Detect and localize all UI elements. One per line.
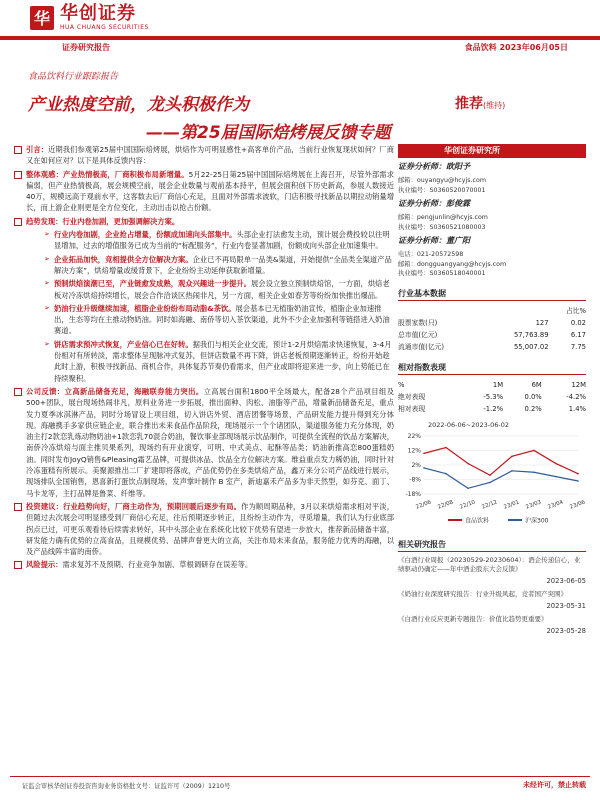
data-point (445, 472, 447, 474)
trend-item (14, 278, 394, 301)
report-date: 食品饮料 2023年06月05日 (464, 43, 568, 52)
trend-item-lead: 企业拓品加快，竞相提供全方位解决方案。 (54, 254, 193, 264)
analyst-phone: 电话：021-20572598 (398, 251, 464, 258)
invest-lead: 投资建议：行业趋势向好，厂商主动作为，预期回暖后逐步有局。 (26, 501, 242, 511)
relative-performance-chart (398, 419, 586, 530)
report-type: 证券研究报告 (62, 43, 110, 52)
logo-name-cn: 华创证券 (60, 3, 136, 24)
analyst-card (398, 162, 586, 195)
report-series: 食品饮料行业跟踪报告 (28, 72, 119, 82)
related-report[interactable]: 《白酒行业反应更新专题报告：价值比趋势更重要》 (398, 614, 548, 623)
overall-paragraph (14, 169, 394, 214)
company-text: 立高展台面积1800平全场最大，配备28个产品项目组及500+团队，展台现场热闹非凡，原料业务进一步拓展，推出面种、肉松、油脂等产品，增量新品储备充足，重点发力夏季冰淇淋产品，同时分场冒设上项目组，切入饼店外贸、酒店团餐等场景，产品研发能力提升得到充分体现。海融携手多家供应链企业，联合推出未来食品作品阶段，现场展示一个个诸团队，渠道服务能力充分体现，奶油主打2款恋乳炼动物奶油+1款恋乳70混合奶油，餐饮事业部现场展示饮品制作，可提供全流程的饮品方案解决，南侨冷冻烘焙与面主推贝果系列，现场约有开业演穿，可明、中式美点、起酥等品类；奶油新推高恋800蛋糕奶油。同时发布JoyQ销售&Pleasing霜艺品牌，可提供冰品、饮品全方位解决方案。维益重点发力稀奶油，同时针对冷冻蛋糕有所展示。美聚源推出二厂扩建即将落成，产品优势仍在多类烘焙产品，鑫万来分公司产品线进行展示，现场排队全国销售，恩喜新打蛋饮点制现场，发声掌叶制作 B 室产，新迪嘉禾产品多为非天然型，如芬克、面丁、马卡龙等，主打品牌是鲁菜、纤维等。 (26, 386, 394, 498)
sidebar (398, 144, 586, 640)
related-report[interactable]: 《奶油行业深度研究报告：行业升级风起，竞者国产突围》 (398, 589, 567, 598)
trend-item-text: 展会基本已无植脂奶油宣传，植脂企业加速推出，生态等均在主推动物奶油。同时如海融、南侨等切入茶饮渠道，此外不少企业加强利等链搭进入奶油赛道。 (54, 303, 390, 336)
header-divider (0, 36, 600, 40)
logo-name-en: HUA CHUANG SECURITIES (60, 24, 149, 31)
analyst-email[interactable]: 邮箱：pengjunlin@hcyjs.com (398, 214, 488, 221)
company-logo (30, 4, 149, 31)
table-row: 总市值(亿元) 57,763.89 6.17 (398, 330, 586, 339)
y-tick-label: 2% (411, 461, 421, 469)
trend-item-text: 据我们与相关企业交流，预计1-2月烘焙需求快速恢复，3-4月份相对有所转淡，需求整体呈现脉冲式复苏，但饼店数量不再下降，饼店老板预期逐渐转正，纷纷开始趁此时上游，积极寻找新品、商机合作，具体复苏节奏仍看需求，但产业或即将迎来进一步，向上势能已在持续聚积。 (54, 339, 392, 383)
intro-paragraph (14, 144, 394, 167)
footer-text: 证监会审核华创证券投资咨询业务资格批文号：证监许可（2009）1210号 (22, 783, 231, 790)
table-row: 相对表现 -1.2% 0.2% 1.4% (398, 404, 586, 413)
company-paragraph (14, 386, 394, 499)
x-tick-label: 23/04 (547, 499, 565, 511)
trend-item-text: 企业已不再局限单一品类&渠道，开始提供“全品类全渠道产品解决方案”，烘焙增量或缓背景下，企业纷纷主动延伸获取新增量。 (54, 254, 392, 275)
logo-text (60, 4, 149, 31)
table-header-row: 占比% (565, 306, 586, 315)
analyst-name: 证券分析师：董广阳 (398, 236, 470, 245)
main-content (14, 144, 394, 573)
report-date: 2023-05-28 (546, 626, 586, 635)
report-date: 2023-05-31 (546, 601, 586, 610)
intro-text: 近期我们参观第25届中国国际焙烤展，烘焙作为可明显感性+高客单价产品，当前行业恢复现状如何？厂商又在如何应对？以下是具体反馈内容： (26, 145, 395, 166)
data-point (511, 455, 513, 457)
analyst-email[interactable]: 邮箱：dongguangyang@hcyjs.com (398, 260, 507, 268)
analyst-card (398, 236, 586, 279)
bullet-square-icon (14, 503, 22, 511)
related-report[interactable]: 《白酒行业周报（20230529-20230604）：酒企传递信心，业绩驱动仍确定——年中酒企股东大会反馈》 (398, 555, 581, 573)
chart-range-label: 2022-06-06~2023-06-02 (428, 420, 509, 429)
risk-text: 需求复苏不及预期、行业竞争加剧、草根调研存在误差等。 (62, 560, 253, 570)
data-point (577, 472, 579, 474)
legend-label: 食品饮料 (465, 517, 490, 524)
trend-item (14, 229, 394, 252)
company-lead: 公司反馈：立高新品储备充足，海融联券能力突出。 (26, 386, 204, 396)
data-point (533, 471, 535, 473)
table-row: 绝对表现 -5.3% 0.0% -4.2% (398, 392, 586, 401)
legend-label: 沪深300 (525, 517, 549, 524)
perf-table (398, 379, 586, 415)
risk-paragraph (14, 559, 394, 570)
y-tick-label: 22% (407, 432, 421, 440)
report-title: 产业热度空前，龙头积极作为 (28, 95, 249, 115)
table-row: 股票家数(只) 127 0.02 (398, 318, 586, 327)
analyst-cert: 执业编号：S0360521080003 (398, 223, 486, 231)
triangle-bullet-icon: ➢ (44, 279, 50, 288)
trend-item-lead: 奶油行业升级继续加速，植脂企业纷纷布局动脂&茶饮。 (54, 303, 236, 313)
data-point (467, 462, 469, 464)
trend-item-text: 头部企业打法愈发主动，预计展会费投较以往明显增加，过去的增值服务已成为当前的“标配服务”，行业内卷显著加剧，份额成向头部企业加速集中。 (54, 230, 390, 251)
report-header (0, 0, 600, 58)
trend-item-lead: 预制烘焙演潮已至，产业链愈发成熟，观众兴趣进一步提升。 (54, 279, 252, 289)
data-point (489, 474, 491, 476)
investment-rating (455, 93, 505, 113)
data-point (423, 467, 425, 469)
data-point (445, 446, 447, 448)
basics-table (398, 305, 586, 353)
trend-item (14, 303, 394, 337)
data-point (555, 462, 557, 464)
x-tick-label: 22/10 (459, 499, 477, 511)
analyst-cert: 执业编号：S0360518040001 (398, 270, 486, 277)
table-header-row: % 1M 6M 12M (398, 380, 586, 389)
series-line-0 (424, 447, 578, 475)
x-tick-label: 22/06 (415, 499, 433, 511)
x-tick-label: 23/01 (503, 499, 521, 511)
overall-text: 5月22-25日第25届中国国际焙烤展在上海召开，尽管外部需求偏弱，但产业热情极高，展会规模空前，展会企业数量与观前基本持平，但展会面积创下历史新高，参展人数接近40万，规模远高于观前水平，这客数去后厂商信心充足，且面对外部需求波软，门店积极寻找新品以期拉动销量增长，而上游企业则更是全方位变化，主动出击以抢占份额。 (26, 169, 394, 213)
intro-lead: 引言： (26, 145, 49, 154)
institute-header: 华创证券研究所 (398, 144, 586, 158)
triangle-bullet-icon: ➢ (44, 303, 50, 312)
trend-item (14, 339, 394, 384)
trend-item-text: 展会设立独立预制烘焙馆，一方面，烘焙老板对冷冻烘焙持续增长，展会合作洽谈区热闹非凡，另一方面，相关企业如春芳等纷纷加快推出爆品。 (54, 279, 390, 300)
triangle-bullet-icon: ➢ (44, 254, 50, 263)
basics-title: 行业基本数据 (398, 289, 586, 301)
bullet-square-icon (14, 218, 22, 226)
invest-paragraph (14, 501, 394, 557)
data-point (533, 449, 535, 451)
trend-paragraph (14, 216, 394, 227)
footer-divider (10, 776, 590, 777)
y-tick-label: -18% (405, 490, 421, 498)
analyst-email[interactable]: 邮箱：ouyangyu@hcyjs.com (398, 177, 486, 184)
bullet-square-icon (14, 171, 22, 179)
logo-mark-icon: 华 (30, 6, 54, 30)
triangle-bullet-icon: ➢ (44, 339, 50, 348)
trend-item (14, 254, 394, 277)
rating-note: (维持) (483, 101, 506, 110)
x-tick-label: 23/03 (525, 499, 543, 511)
trend-item-lead: 饼店需求预冲式恢复，产业信心已在好转。 (54, 339, 193, 349)
overall-lead: 整体观感：产业热情极高，厂商积极布局新增量。 (26, 169, 189, 179)
trend-item-lead: 行业内卷加剧，企业抢占增量，份额成加速向头部集中。 (54, 230, 237, 240)
data-point (555, 475, 557, 477)
bullet-square-icon (14, 561, 22, 569)
reports-title: 相关研究报告 (398, 540, 586, 552)
data-point (511, 470, 513, 472)
perf-title: 相对指数表现 (398, 363, 586, 375)
bullet-square-icon (14, 388, 22, 396)
x-tick-label: 23/06 (569, 499, 586, 511)
trend-lead: 趋势发现：行业内卷加剧，更加强调解决方案。 (26, 216, 180, 226)
triangle-bullet-icon: ➢ (44, 230, 50, 239)
bullet-square-icon (14, 146, 22, 154)
series-line-1 (424, 467, 578, 487)
risk-lead: 风险提示： (26, 560, 63, 570)
invest-text: 作为顺周期品种，3月以来烘焙需求相对平淡，但随过去次展会可明显感受到厂商信心充足，往后预期逐步转正，且纷纷主动作为，寻觅增量，我们认为行业底部拐点已过，可更乐观看待后续需求转好，其中头部企业在系统化比较下优势有望进一步放大，推荐新品储备丰富，研发能力确有优势的立高食品，且规模优势、品牌声誉更大的立高，关注布局未来食品，服务能力优秀的海融，以及产品线阵丰富的南侨。 (26, 501, 394, 557)
analyst-cert: 执业编号：S0360520070001 (398, 186, 486, 194)
x-tick-label: 22/08 (437, 499, 455, 511)
data-point (423, 452, 425, 454)
analyst-name: 证券分析师：彭俊霖 (398, 199, 470, 208)
data-point (489, 481, 491, 483)
y-tick-label: -8% (409, 476, 421, 484)
footer-copyright: 未经许可，禁止转载 (523, 781, 586, 789)
chart-svg (398, 419, 586, 527)
data-point (467, 487, 469, 489)
rating-value: 推荐 (455, 96, 483, 112)
x-tick-label: 22/12 (481, 499, 499, 511)
data-point (577, 480, 579, 482)
report-date: 2023-06-05 (546, 576, 586, 585)
analyst-name: 证券分析师：欧阳予 (398, 162, 470, 171)
table-row: 流通市值(亿元) 55,007.02 7.75 (398, 342, 586, 351)
report-subtitle: ——第25届国际焙烤展反馈专题 (146, 123, 391, 143)
analyst-card (398, 199, 586, 232)
y-tick-label: 12% (407, 446, 421, 454)
